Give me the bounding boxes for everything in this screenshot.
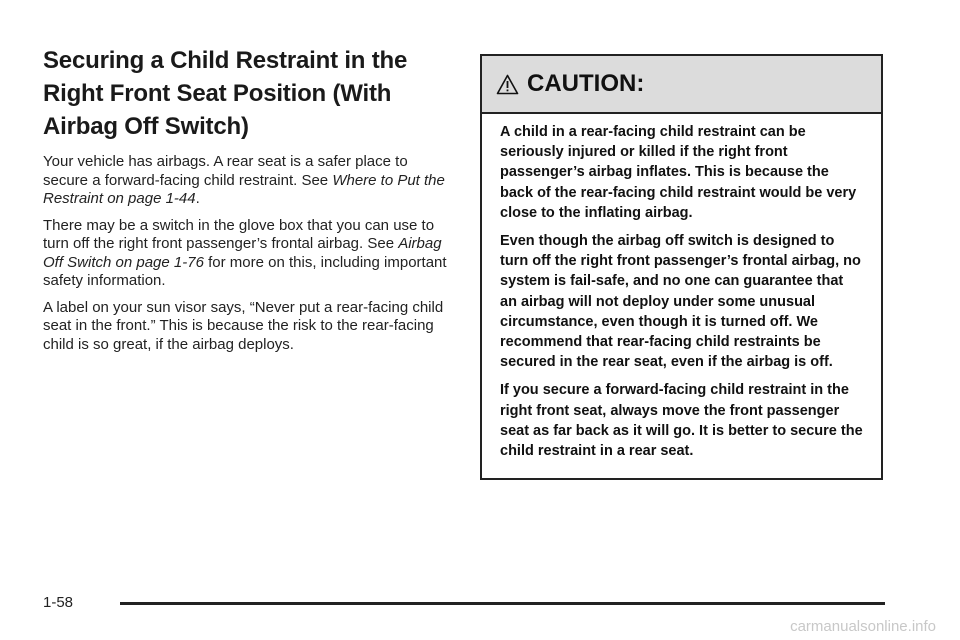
paragraph-airbags — [43, 153, 453, 209]
paragraph-text: Your vehicle has airbags. A rear seat is a safer place to secure a forward-facing child restraint. See — [43, 153, 408, 189]
caution-paragraph: If you secure a forward-facing child restraint in the right front seat, always move the front passenger seat as far back as it will go. It is better to secure the child restraint in a rear seat. — [500, 382, 863, 460]
caution-paragraph: Even though the airbag off switch is designed to turn off the right front passenger’s frontal airbag, no system is fail-safe, and no one can guarantee that an airbag will not deploy under some unusual circumstance, even though it is turned off. We recommend that rear-facing child restraints be secured in the rear seat, even if the airbag is off. — [500, 233, 861, 371]
paragraph-text: There may be a switch in the glove box that you can use to turn off the right front passenger’s frontal airbag. See — [43, 216, 435, 252]
paragraph-glovebox-switch — [43, 217, 453, 291]
caution-body — [482, 114, 881, 461]
warning-triangle-icon — [496, 74, 519, 95]
cross-reference-link[interactable]: Where to Put the Restraint on page 1-44 — [43, 171, 445, 207]
paragraph-text: . — [195, 190, 200, 207]
caution-header — [482, 56, 881, 114]
section-heading: Securing a Child Restraint in the Right Front Seat Position (With Airbag Off Switch) — [43, 47, 408, 140]
caution-title: CAUTION: — [527, 70, 645, 97]
paragraph-sun-visor-label: A label on your sun visor says, “Never put a rear-facing child seat in the front.” This is because the risk to the rear-facing child is so great, if the airbag deploys. — [43, 298, 444, 353]
footer-divider — [120, 602, 885, 605]
page-number: 1-58 — [43, 594, 74, 611]
paragraph-text: for more on this, including important safety information. — [43, 253, 447, 289]
watermark-text: carmanualsonline.info — [790, 618, 936, 635]
caution-paragraph: A child in a rear-facing child restraint can be seriously injured or killed if the right front passenger’s airbag inflates. This is because the back of the rear-facing child restraint would be very close to the inflating airbag. — [500, 124, 857, 221]
caution-box — [480, 54, 883, 480]
cross-reference-link[interactable]: Airbag Off Switch on page 1-76 — [43, 235, 442, 271]
main-column — [43, 44, 453, 362]
